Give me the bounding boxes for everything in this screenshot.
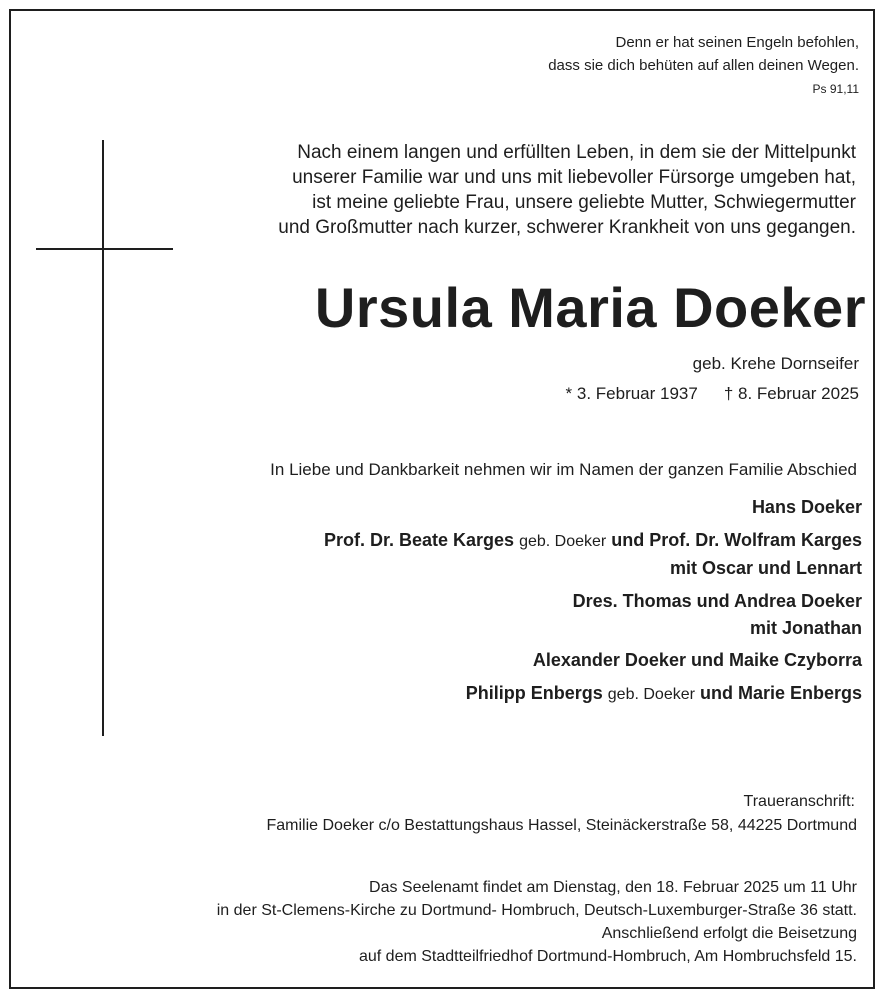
mourner-name: Prof. Dr. Beate Karges [324, 530, 515, 550]
mourner-name: Philipp Enbergs [465, 683, 603, 703]
service-line: in der St-Clemens-Kirche zu Dortmund- Hombruch, Deutsch-Luxemburger-Straße 36 statt. [216, 902, 857, 919]
mourner-line: mit Jonathan [749, 618, 862, 638]
life-dates [566, 383, 859, 405]
intro-line: Nach einem langen und erfüllten Leben, in dem sie der Mittelpunkt [297, 142, 856, 163]
cross-icon-bar [36, 248, 173, 250]
mourner-birth-name: geb. Doeker [607, 686, 695, 703]
birth-name: geb. Krehe Dornseifer [692, 354, 859, 373]
bible-verse [548, 31, 859, 77]
verse-line: Denn er hat seinen Engeln befohlen, [615, 34, 859, 51]
mourner-birth-name: geb. Doeker [519, 533, 607, 550]
service-info [217, 876, 857, 968]
cross-icon [102, 140, 104, 736]
birth-date: * 3. Februar 1937 [565, 384, 698, 403]
mourner-line: Hans Doeker [751, 497, 862, 517]
verse-line: dass sie dich behüten auf allen deinen Wegen. [548, 57, 859, 74]
mourner-name: und Prof. Dr. Wolfram Karges [611, 530, 862, 550]
intro-line: unserer Familie war und uns mit liebevoller Fürsorge umgeben hat, [292, 167, 856, 188]
mourner-line: mit Oscar und Lennart [669, 558, 862, 578]
mourner-line [324, 528, 862, 554]
service-line: Anschließend erfolgt die Beisetzung [601, 925, 857, 942]
service-line: auf dem Stadtteilfriedhof Dortmund-Hombruch, Am Hombruchsfeld 15. [358, 948, 857, 965]
death-date: † 8. Februar 2025 [723, 384, 859, 403]
intro-line: ist meine geliebte Frau, unsere geliebte Mutter, Schwiegermutter [312, 192, 856, 213]
mourner-name: und Marie Enbergs [699, 683, 862, 703]
service-line: Das Seelenamt findet am Dienstag, den 18. Februar 2025 um 11 Uhr [369, 879, 857, 896]
address-label: Traueranschrift: [743, 793, 855, 810]
farewell-text: In Liebe und Dankbarkeit nehmen wir im Namen der ganzen Familie Abschied [270, 460, 857, 479]
deceased-name: Ursula Maria Doeker [314, 276, 866, 339]
mourning-address: Familie Doeker c/o Bestattungshaus Hassel, Steinäckerstraße 58, 44225 Dortmund [266, 817, 857, 834]
mourner-line: Dres. Thomas und Andrea Doeker [572, 591, 862, 611]
verse-reference: Ps 91,11 [812, 82, 859, 96]
intro-text [278, 140, 856, 240]
intro-line: und Großmutter nach kurzer, schwerer Krankheit von uns gegangen. [278, 217, 856, 238]
mourner-line: Alexander Doeker und Maike Czyborra [532, 650, 862, 670]
mourner-line [466, 681, 862, 707]
